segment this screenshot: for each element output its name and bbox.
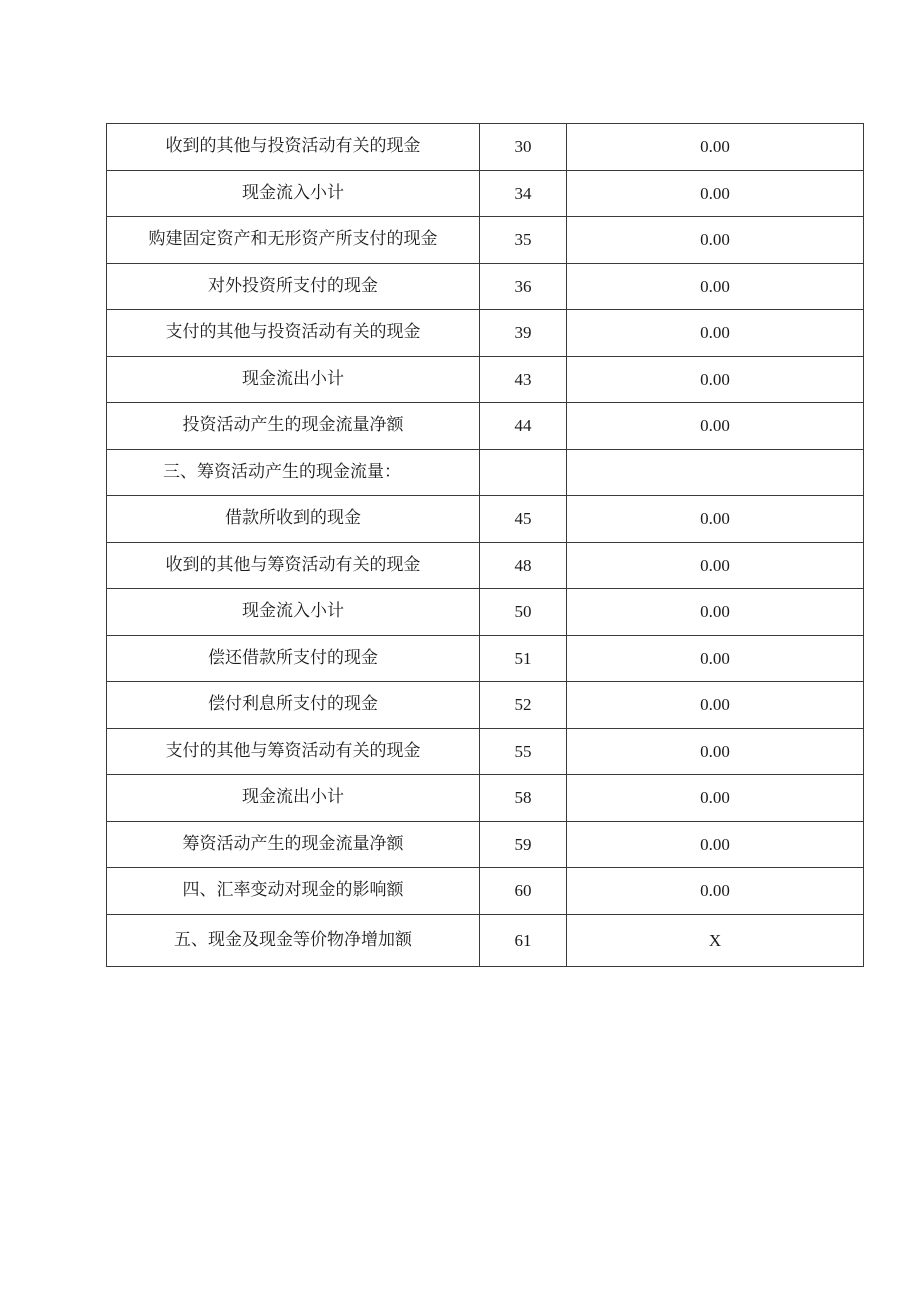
table-row xyxy=(107,682,864,729)
table-row xyxy=(107,914,864,966)
amount-cell: 0.00 xyxy=(567,496,864,543)
section-heading-cell: 三、筹资活动产生的现金流量： xyxy=(107,449,480,496)
line-number-cell: 30 xyxy=(480,124,567,171)
amount-cell: 0.00 xyxy=(567,868,864,915)
cash-flow-table xyxy=(106,123,864,967)
table-row xyxy=(107,728,864,775)
table-row xyxy=(107,170,864,217)
line-number-cell: 60 xyxy=(480,868,567,915)
item-cell: 偿还借款所支付的现金 xyxy=(107,635,480,682)
amount-cell: 0.00 xyxy=(567,542,864,589)
line-number-cell: 45 xyxy=(480,496,567,543)
amount-cell: 0.00 xyxy=(567,682,864,729)
item-cell: 借款所收到的现金 xyxy=(107,496,480,543)
amount-cell: 0.00 xyxy=(567,635,864,682)
line-number-cell: 52 xyxy=(480,682,567,729)
amount-cell: 0.00 xyxy=(567,775,864,822)
item-cell: 支付的其他与筹资活动有关的现金 xyxy=(107,728,480,775)
cash-flow-table-body xyxy=(107,124,864,967)
item-cell: 四、汇率变动对现金的影响额 xyxy=(107,868,480,915)
table-row xyxy=(107,775,864,822)
table-row xyxy=(107,263,864,310)
item-cell: 偿付利息所支付的现金 xyxy=(107,682,480,729)
item-cell: 现金流入小计 xyxy=(107,589,480,636)
line-number-cell: 43 xyxy=(480,356,567,403)
item-cell: 现金流出小计 xyxy=(107,356,480,403)
item-cell: 收到的其他与投资活动有关的现金 xyxy=(107,124,480,171)
amount-cell: 0.00 xyxy=(567,728,864,775)
item-cell: 现金流入小计 xyxy=(107,170,480,217)
table-row xyxy=(107,124,864,171)
item-cell: 筹资活动产生的现金流量净额 xyxy=(107,821,480,868)
item-cell: 购建固定资产和无形资产所支付的现金 xyxy=(107,217,480,264)
table-row xyxy=(107,310,864,357)
amount-cell: 0.00 xyxy=(567,821,864,868)
item-cell: 投资活动产生的现金流量净额 xyxy=(107,403,480,450)
amount-cell: 0.00 xyxy=(567,170,864,217)
item-cell: 支付的其他与投资活动有关的现金 xyxy=(107,310,480,357)
line-number-cell: 61 xyxy=(480,914,567,966)
line-number-cell: 55 xyxy=(480,728,567,775)
table-row xyxy=(107,403,864,450)
item-cell: 现金流出小计 xyxy=(107,775,480,822)
section-header-row xyxy=(107,449,864,496)
table-row xyxy=(107,589,864,636)
line-number-cell: 50 xyxy=(480,589,567,636)
table-row xyxy=(107,635,864,682)
amount-cell: 0.00 xyxy=(567,217,864,264)
table-row xyxy=(107,356,864,403)
line-number-cell: 35 xyxy=(480,217,567,264)
item-cell: 收到的其他与筹资活动有关的现金 xyxy=(107,542,480,589)
table-row xyxy=(107,496,864,543)
item-cell: 对外投资所支付的现金 xyxy=(107,263,480,310)
line-number-cell: 51 xyxy=(480,635,567,682)
amount-cell: 0.00 xyxy=(567,403,864,450)
amount-cell: 0.00 xyxy=(567,263,864,310)
amount-cell: 0.00 xyxy=(567,589,864,636)
table-row xyxy=(107,868,864,915)
table-row xyxy=(107,821,864,868)
line-number-cell: 44 xyxy=(480,403,567,450)
amount-cell: X xyxy=(567,914,864,966)
line-number-cell: 48 xyxy=(480,542,567,589)
line-number-cell: 36 xyxy=(480,263,567,310)
line-number-cell: 59 xyxy=(480,821,567,868)
line-number-cell xyxy=(480,449,567,496)
line-number-cell: 34 xyxy=(480,170,567,217)
item-cell: 五、现金及现金等价物净增加额 xyxy=(107,914,480,966)
line-number-cell: 58 xyxy=(480,775,567,822)
amount-cell: 0.00 xyxy=(567,310,864,357)
table-row xyxy=(107,542,864,589)
amount-cell: 0.00 xyxy=(567,124,864,171)
line-number-cell: 39 xyxy=(480,310,567,357)
table-row xyxy=(107,217,864,264)
amount-cell: 0.00 xyxy=(567,356,864,403)
amount-cell xyxy=(567,449,864,496)
